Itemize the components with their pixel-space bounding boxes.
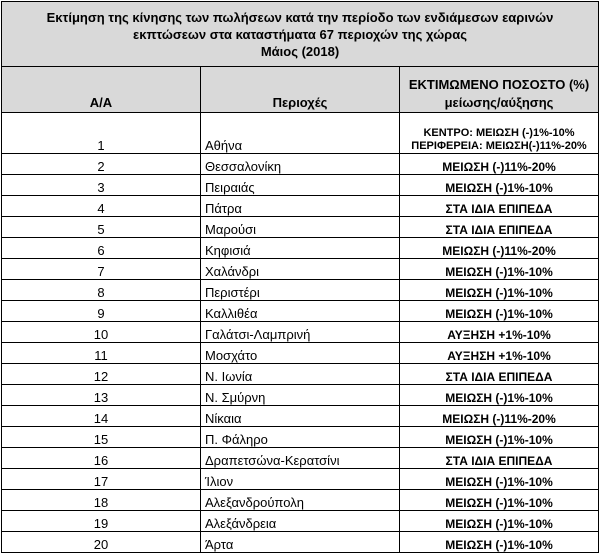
row-region: Πειραιάς: [201, 175, 400, 196]
row-value: ΜΕΙΩΣΗ (-)1%-10%: [400, 385, 599, 406]
title-row: [2, 2, 599, 67]
row-number: 11: [2, 343, 201, 364]
row-region: Άρτα: [201, 532, 400, 553]
row-number: 12: [2, 364, 201, 385]
row-value: ΣΤΑ ΙΔΙΑ ΕΠΙΠΕΔΑ: [400, 196, 599, 217]
table-row: [2, 427, 599, 448]
row-region: Πάτρα: [201, 196, 400, 217]
header-estimate-line-2: μείωσης/αύξησης: [444, 95, 554, 110]
row-number: 14: [2, 406, 201, 427]
row-region: Περιστέρι: [201, 280, 400, 301]
row-number: 16: [2, 448, 201, 469]
row-value: ΜΕΙΩΣΗ (-)1%-10%: [400, 427, 599, 448]
table-row: [2, 217, 599, 238]
row-value: ΣΤΑ ΙΔΙΑ ΕΠΙΠΕΔΑ: [400, 364, 599, 385]
table-row: [2, 385, 599, 406]
table-row: [2, 532, 599, 553]
header-region: Περιοχές: [201, 67, 400, 113]
row-region: Αλεξάνδρεια: [201, 511, 400, 532]
row-region: Αθήνα: [201, 113, 400, 154]
table-row: [2, 301, 599, 322]
table-row: [2, 364, 599, 385]
table-row: [2, 259, 599, 280]
row-value: ΜΕΙΩΣΗ (-)1%-10%: [400, 469, 599, 490]
row-number: 10: [2, 322, 201, 343]
row-number: 19: [2, 511, 201, 532]
row-number: 15: [2, 427, 201, 448]
row-value: ΣΤΑ ΙΔΙΑ ΕΠΙΠΕΔΑ: [400, 217, 599, 238]
row-value: ΜΕΙΩΣΗ (-)1%-10%: [400, 301, 599, 322]
row-region: Γαλάτσι-Λαμπρινή: [201, 322, 400, 343]
row-region: Χαλάνδρι: [201, 259, 400, 280]
header-aa: Α/Α: [2, 67, 201, 113]
row-region: Π. Φάληρο: [201, 427, 400, 448]
table-row: [2, 406, 599, 427]
row-number: 20: [2, 532, 201, 553]
row-value-periphery: ΠΕΡΙΦΕΡΕΙΑ: ΜΕΙΩΣΗ(-)11%-20%: [411, 140, 587, 152]
table-row: [2, 154, 599, 175]
row-region: Κηφισιά: [201, 238, 400, 259]
header-row: [2, 67, 599, 113]
row-number: 8: [2, 280, 201, 301]
table-title: [2, 2, 599, 67]
row-value: ΜΕΙΩΣΗ (-)1%-10%: [400, 280, 599, 301]
row-region: Ίλιον: [201, 469, 400, 490]
table-row: [2, 448, 599, 469]
row-number: 4: [2, 196, 201, 217]
row-region: Δραπετσώνα-Κερατσίνι: [201, 448, 400, 469]
row-region: Καλλιθέα: [201, 301, 400, 322]
table-row: [2, 469, 599, 490]
row-value: ΜΕΙΩΣΗ (-)1%-10%: [400, 490, 599, 511]
table-row: [2, 511, 599, 532]
row-value: ΑΥΞΗΣΗ +1%-10%: [400, 343, 599, 364]
row-value-center: ΚΕΝΤΡΟ: ΜΕΙΩΣΗ (-)1%-10%: [423, 127, 575, 139]
row-value: ΜΕΙΩΣΗ (-)1%-10%: [400, 511, 599, 532]
table-row: [2, 490, 599, 511]
row-region: Θεσσαλονίκη: [201, 154, 400, 175]
title-line-2: εκπτώσεων στα καταστήματα 67 περιοχών της χώρας: [133, 26, 467, 42]
header-estimate: [400, 67, 599, 113]
row-value: ΣΤΑ ΙΔΙΑ ΕΠΙΠΕΔΑ: [400, 448, 599, 469]
row-number: 3: [2, 175, 201, 196]
row-number: 6: [2, 238, 201, 259]
row-region: Μοσχάτο: [201, 343, 400, 364]
row-number: 2: [2, 154, 201, 175]
table-row: [2, 322, 599, 343]
row-region: Μαρούσι: [201, 217, 400, 238]
header-estimate-line-1: ΕΚΤΙΜΩΜΕΝΟ ΠΟΣΟΣΤΟ (%): [408, 77, 590, 92]
table-row: [2, 196, 599, 217]
table-row: [2, 343, 599, 364]
row-number: 17: [2, 469, 201, 490]
row-number: 5: [2, 217, 201, 238]
row-region: Ν. Σμύρνη: [201, 385, 400, 406]
table-row: [2, 175, 599, 196]
row-value: ΜΕΙΩΣΗ (-)1%-10%: [400, 532, 599, 553]
table-row: [2, 280, 599, 301]
row-region: Αλεξανδρούπολη: [201, 490, 400, 511]
row-value: ΜΕΙΩΣΗ (-)1%-10%: [400, 175, 599, 196]
row-number: 1: [2, 113, 201, 154]
sales-estimate-table: [1, 1, 599, 553]
row-value: ΑΥΞΗΣΗ +1%-10%: [400, 322, 599, 343]
title-line-3: Μάιος (2018): [260, 43, 340, 59]
row-number: 13: [2, 385, 201, 406]
row-value: [400, 113, 599, 154]
row-number: 9: [2, 301, 201, 322]
row-number: 18: [2, 490, 201, 511]
rows-body: [2, 154, 599, 553]
table-row: [2, 238, 599, 259]
row-region: Ν. Ιωνία: [201, 364, 400, 385]
row-value: ΜΕΙΩΣΗ (-)11%-20%: [400, 154, 599, 175]
row-number: 7: [2, 259, 201, 280]
row-value: ΜΕΙΩΣΗ (-)1%-10%: [400, 259, 599, 280]
row-value: ΜΕΙΩΣΗ (-)11%-20%: [400, 406, 599, 427]
table-row: [2, 113, 599, 154]
row-value: ΜΕΙΩΣΗ (-)11%-20%: [400, 238, 599, 259]
title-line-1: Εκτίμηση της κίνησης των πωλήσεων κατά την περίοδο των ενδιάμεσων εαρινών: [46, 9, 554, 25]
row-region: Νίκαια: [201, 406, 400, 427]
